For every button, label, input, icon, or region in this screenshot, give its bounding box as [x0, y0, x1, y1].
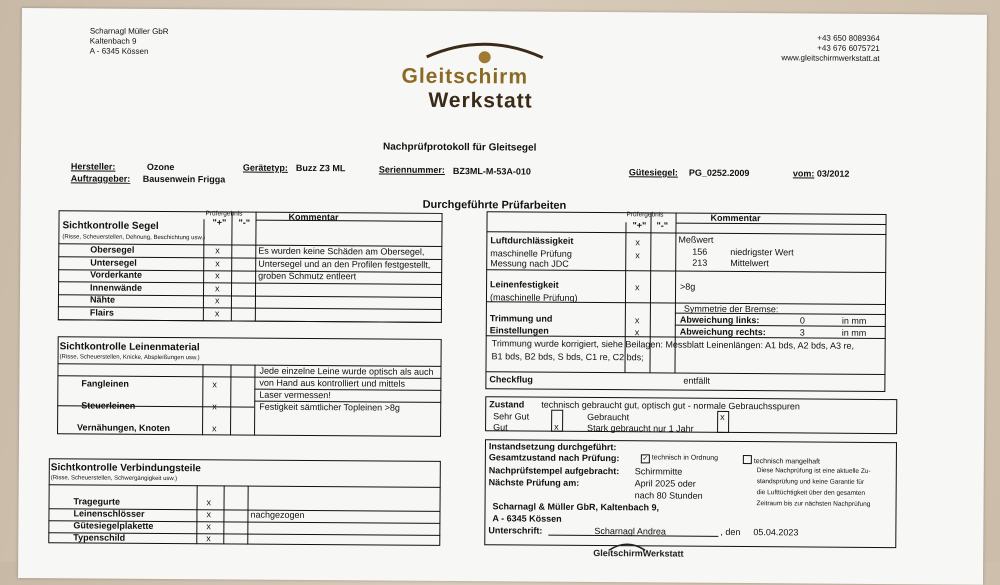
den-label: , den [720, 526, 741, 538]
segel-row-comment: groben Schmutz entleert [258, 270, 357, 282]
stamp-wing-icon [607, 540, 647, 552]
zustand-text: technisch gebraucht gut, optisch gut - normale Gebrauchsspuren [541, 399, 800, 412]
segel-row-label: Obersegel [90, 244, 135, 255]
opt-in-ordnung[interactable]: ✓ technisch in Ordnung [642, 454, 719, 463]
leinen-comment-4: Festigkeit sämtlicher Topleinen >8g [259, 401, 400, 413]
auftrag-value: Bausenwein Frigga [142, 173, 226, 185]
right-plus-header: "+" [632, 220, 647, 231]
leinen-row-x: x [212, 401, 217, 412]
verbindung-row-label: Tragegurte [73, 496, 121, 507]
stamp-text: GleitschirmWerkstatt [593, 548, 684, 559]
company-address [90, 26, 169, 57]
fest-sub: (maschinelle Prüfung) [489, 292, 578, 303]
leinen-comment-1: Jede einzelne Leine wurde optisch als auch [259, 365, 434, 377]
company-street: Kaltenbach 9 [89, 36, 137, 46]
segel-subtitle: (Risse, Scheuerstellen, Dehnung, Beschichtung usw.) [62, 234, 206, 242]
guete-value: PG_0252.2009 [688, 167, 750, 179]
trim-x-2: x [634, 327, 640, 338]
luft-sub-1: maschinelle Prüfung [490, 248, 572, 259]
leinen-row-x: x [212, 423, 217, 434]
leinen-row-label: Vernähungen, Knoten [77, 422, 171, 434]
guete-label: Gütesiegel: [628, 167, 678, 178]
website: www.gleitschirmwerkstatt.at [781, 53, 880, 63]
disclaimer-1: Diese Nachprüfung ist eine aktuelle Zu- [756, 467, 871, 475]
segel-row-x: x [215, 245, 220, 256]
luft-title: Luftdurchlässigkeit [490, 235, 574, 246]
vom-value: 03/2012 [816, 168, 850, 179]
luft-sub-2: Messung nach JDC [490, 258, 569, 269]
gesamt-label: Gesamtzustand nach Prüfung: [488, 452, 620, 464]
segel-row-x: x [214, 295, 220, 306]
logo [396, 33, 572, 119]
verbindung-row-label: Leinenschlösser [73, 508, 145, 519]
abw-rechts-unit: in mm [841, 327, 867, 338]
segel-plus-header: "+" [212, 217, 227, 228]
segel-row-label: Nähte [89, 294, 116, 305]
stark-label: Stark gebraucht nur 1 Jahr [587, 422, 694, 434]
vom-label: vom: [792, 168, 815, 179]
disclaimer [757, 465, 871, 510]
leinen-rows [22, 8, 987, 15]
protocol-sheet [18, 8, 987, 585]
trim-title-2: Einstellungen [489, 325, 549, 336]
gebraucht-mark: x [720, 411, 725, 422]
company-name: Scharnagl Müller GbR [89, 26, 169, 37]
gebraucht-label: Gebraucht [587, 411, 630, 423]
hersteller-label: Hersteller: [70, 161, 116, 172]
luft-x-1: x [635, 237, 640, 248]
geraetetyp-value: Buzz Z3 ML [295, 162, 346, 174]
check-icon: ✓ [642, 455, 649, 463]
messwert-2: 213 [692, 257, 708, 268]
segel-row-label: Untersegel [90, 256, 137, 268]
abw-links-label: Abweichung links: [679, 314, 760, 326]
serien-label: Seriennummer: [378, 164, 445, 175]
den-value: 05.04.2023 [753, 527, 799, 538]
segel-row-x: x [215, 282, 220, 293]
serien-value: BZ3ML-M-53A-010 [452, 166, 531, 177]
geraetetyp-label: Gerätetyp: [242, 162, 288, 173]
abw-rechts-label: Abweichung rechts: [679, 326, 766, 338]
naechste-value-2: nach 80 Stunden [634, 490, 703, 501]
verbindung-row-comment: nachgezogen [250, 509, 305, 520]
messwert-label: Meßwert [678, 234, 714, 245]
segel-pruef-header: Prüfergebnis [205, 210, 243, 218]
page-title: Nachprüfprotokoll für Gleitsegel [382, 141, 537, 154]
abw-links-value: 0 [799, 315, 805, 326]
messwert-1-label: niedrigster Wert [730, 246, 794, 258]
logo-line1: Gleitschirm [401, 64, 529, 89]
segel-comment-header: Kommentar [288, 211, 339, 223]
right-comment-header: Kommentar [710, 212, 761, 224]
checkflug-value: entfällt [683, 375, 710, 386]
segel-row-x: x [215, 257, 220, 268]
stamp [593, 548, 683, 559]
trim-note-2: B1 bds, B2 bds, S bds, C1 re, C2 bds; [491, 351, 644, 363]
leinen-comment-2: von Hand aus kontrolliert und mittels [259, 377, 405, 389]
verbindung-rows [22, 8, 987, 15]
segel-row-comment: Es wurden keine Schäden am Obersegel, [258, 245, 425, 257]
right-pruef-header: Prüfergebnis [626, 211, 664, 219]
fest-value: >8g [680, 281, 696, 292]
sign-label: Unterschrift: [488, 525, 543, 536]
verbindung-title: Sichtkontrolle Verbindungsteile [50, 462, 201, 475]
sign-name: Scharnagl Andrea [594, 526, 666, 537]
sehr-gut-label: Sehr Gut [493, 411, 530, 422]
auftrag-label: Auftraggeber: [70, 173, 131, 184]
abw-rechts-value: 3 [799, 327, 805, 338]
segel-row-label: Vorderkante [90, 269, 143, 280]
disclaimer-4: Zeitraum bis zur nächsten Nachprüfung [756, 500, 871, 508]
trim-title-1: Trimmung und [489, 313, 553, 324]
address-line-2: A - 6345 Kössen [492, 513, 562, 524]
checkbox-empty-icon [743, 455, 752, 464]
disclaimer-3: die Lufttüchtigkeit über den gesamten [756, 489, 866, 497]
company-contact [770, 33, 880, 64]
leinen-subtitle: (Risse, Scheuerstellen, Knicke, Abspleißungen usw.) [59, 354, 200, 362]
gut-label: Gut [493, 422, 508, 433]
section-title: Durchgeführte Prüfarbeiten [422, 198, 567, 212]
right-minus-header: "-" [656, 220, 669, 231]
naechste-value-1: April 2025 oder [634, 478, 696, 489]
leinen-comment-3: Laser vermessen! [259, 389, 331, 401]
verbindung-row-x: x [206, 533, 211, 544]
leinen-row-label: Fangleinen [81, 378, 129, 389]
verbindung-row-x: x [206, 521, 211, 532]
zustand-label: Zustand [489, 399, 525, 410]
verbindung-row-label: Gütesiegelplakette [73, 520, 154, 531]
verbindung-subtitle: (Risse, Scheuerstellen, Schwergängigkeit usw.) [50, 475, 178, 483]
leinen-row-label: Steuerleinen [81, 400, 136, 411]
segel-row-comment: Untersegel und an den Profilen festgestellt, [258, 258, 431, 270]
leinen-row-x: x [212, 379, 217, 390]
stempel-label: Nachprüfstempel aufgebracht: [488, 465, 620, 477]
symmetrie-label: Symmetrie der Bremse: [683, 303, 779, 315]
verbindung-row-x: x [206, 497, 212, 508]
hersteller-value: Ozone [146, 161, 175, 173]
segel-row-x: x [214, 307, 220, 318]
address-line-1: Scharnagl & Müller GbR, Kaltenbach 9, [492, 501, 660, 513]
gut-mark: x [554, 421, 559, 432]
trim-x-1: x [634, 315, 640, 326]
verbindung-row-x: x [206, 509, 212, 520]
opt-mangelhaft[interactable]: technisch mangelhaft [743, 455, 820, 466]
segel-rows [22, 8, 987, 15]
verbindung-row-label: Typenschild [73, 532, 126, 543]
naechste-label: Nächste Prüfung am: [488, 477, 580, 488]
segel-row-x: x [215, 270, 220, 281]
company-city: A - 6345 Kössen [89, 46, 149, 56]
segel-row-label: Innenwände [90, 281, 143, 293]
messwert-1: 156 [692, 246, 708, 257]
abw-links-unit: in mm [841, 315, 867, 326]
trim-note-1: Trimmung wurde korrigiert, siehe Beilagen: Messblatt Leinenlängen: A1 bds, A2 bds, A3 re, [491, 338, 855, 351]
segel-title: Sichtkontrolle Segel [62, 220, 159, 232]
fest-title: Leinenfestigkeit [490, 279, 559, 290]
phone-1: +43 650 8089364 [817, 33, 880, 43]
disclaimer-2: standsprüfung und keine Garantie für [756, 478, 865, 486]
stempel-value: Schirmmitte [634, 466, 683, 477]
segel-row-label: Flairs [89, 306, 114, 318]
messwert-2-label: Mittelwert [730, 257, 769, 269]
leinen-title: Sichtkontrolle Leinenmaterial [59, 341, 200, 354]
phone-2: +43 676 6075721 [817, 43, 880, 53]
logo-line2: Werkstatt [428, 88, 533, 113]
inst-label: Instandsetzung durchgeführt: [488, 441, 617, 453]
fest-x: x [635, 282, 640, 293]
checkflug-title: Checkflug [489, 374, 533, 385]
luft-x-2: x [635, 250, 640, 261]
segel-minus-header: "-" [238, 217, 251, 228]
